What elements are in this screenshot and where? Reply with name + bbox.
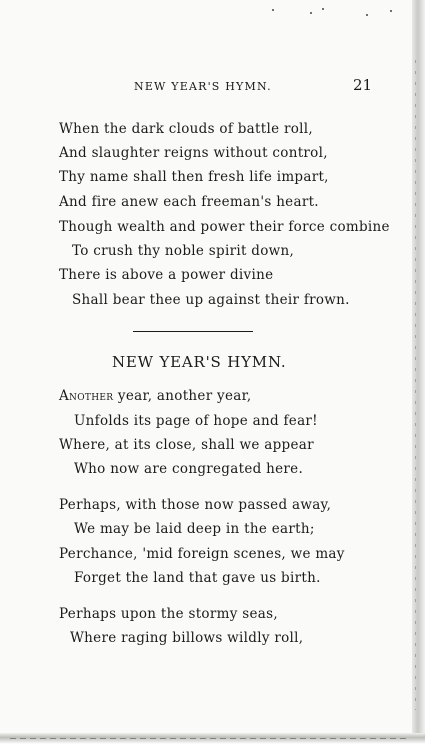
verse-line: To crush thy noble spirit down, xyxy=(72,243,295,259)
verse-line: Perchance, 'mid foreign scenes, we may xyxy=(59,546,345,562)
page-number: 21 xyxy=(353,76,373,94)
verse-line: We may be laid deep in the earth; xyxy=(74,521,315,537)
verse-line: And fire anew each freeman's heart. xyxy=(59,194,319,210)
drop-word: Another xyxy=(59,388,114,404)
verse-line: Forget the land that gave us birth. xyxy=(74,570,321,586)
verse-line: When the dark clouds of battle roll, xyxy=(59,121,313,137)
verse-line: Unfolds its page of hope and fear! xyxy=(74,413,318,429)
verse-line: Though wealth and power their force combine xyxy=(59,219,390,235)
section-divider xyxy=(133,331,253,332)
page-edge-bottom xyxy=(0,733,425,744)
running-head: NEW YEAR'S HYMN. xyxy=(134,80,272,93)
verse-line: Shall bear thee up against their frown. xyxy=(72,292,350,308)
verse-line: Perhaps upon the stormy seas, xyxy=(59,606,278,622)
verse-line: Where, at its close, shall we appear xyxy=(59,437,314,453)
scan-specks xyxy=(270,6,410,18)
verse-line: Where raging billows wildly roll, xyxy=(70,630,304,646)
verse-line: Thy name shall then fresh life impart, xyxy=(59,169,329,185)
verse-line: And slaughter reigns without control, xyxy=(59,145,328,161)
verse-line-rest: year, another year, xyxy=(113,388,252,404)
verse-line: Who now are congregated here. xyxy=(74,461,304,477)
poem-title: NEW YEAR'S HYMN. xyxy=(112,353,287,371)
page-edge-right xyxy=(412,0,425,744)
verse-line: There is above a power divine xyxy=(59,267,274,283)
verse-line: Perhaps, with those now passed away, xyxy=(59,497,332,513)
verse-line xyxy=(59,388,251,404)
